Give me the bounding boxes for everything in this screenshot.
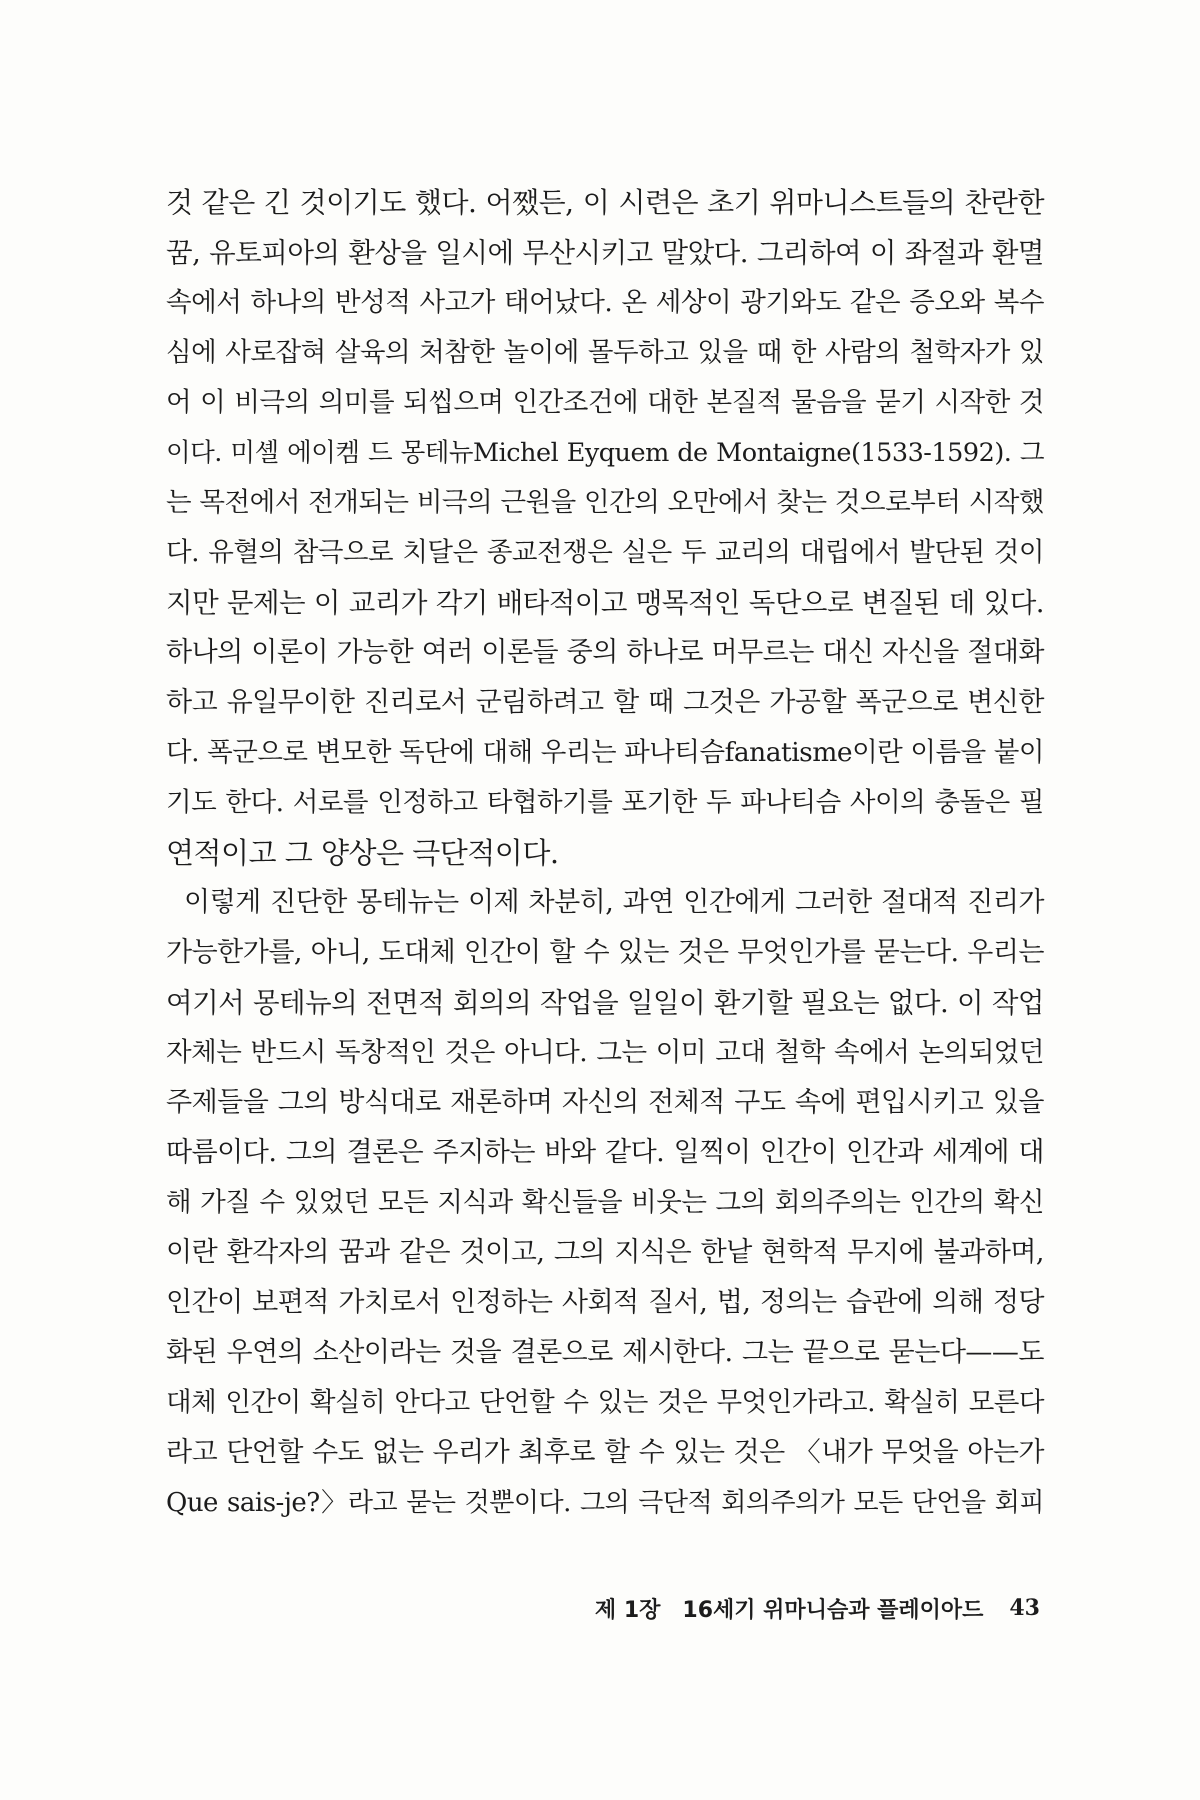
text-line: 가능한가를, 아니, 도대체 인간이 할 수 있는 것은 무엇인가를 묻는다. 우리는 (166, 937, 1044, 968)
chapter-label: 제 1장 (594, 1597, 661, 1623)
text-line: 따름이다. 그의 결론은 주지하는 바와 같다. 일찍이 인간이 인간과 세계에 대 (166, 1137, 1044, 1168)
text-line: 꿈, 유토피아의 환상을 일시에 무산시키고 말았다. 그리하여 이 좌절과 환멸 (166, 237, 1044, 269)
text-line: Que sais-je?〉라고 묻는 것뿐이다. 그의 극단적 회의주의가 모든 단언을 회피 (166, 1488, 1044, 1518)
text-line: 는 목전에서 전개되는 비극의 근원을 인간의 오만에서 찾는 것으로부터 시작했 (166, 487, 1044, 518)
text-line: 속에서 하나의 반성적 사고가 태어났다. 온 세상이 광기와도 같은 증오와 복수 (166, 287, 1044, 318)
page-number: 43 (1009, 1595, 1040, 1621)
body-text (166, 178, 1044, 1528)
text-line: 이란 환각자의 꿈과 같은 것이고, 그의 지식은 한낱 현학적 무지에 불과하며, (166, 1237, 1044, 1268)
text-line: 주제들을 그의 방식대로 재론하며 자신의 전체적 구도 속에 편입시키고 있을 (166, 1087, 1044, 1118)
text-line: 이렇게 진단한 몽테뉴는 이제 차분히, 과연 인간에게 그러한 절대적 진리가 (184, 887, 1044, 918)
text-line: 하나의 이론이 가능한 여러 이론들 중의 하나로 머무르는 대신 자신을 절대화 (166, 637, 1044, 668)
page-footer (580, 1588, 1040, 1628)
text-line: 이다. 미셸 에이켐 드 몽테뉴Michel Eyquem de Montaigne(1533-1592). 그 (166, 438, 1044, 468)
text-line: 심에 사로잡혀 살육의 처참한 놀이에 몰두하고 있을 때 한 사람의 철학자가 있 (166, 337, 1044, 368)
text-line: 인간이 보편적 가치로서 인정하는 사회적 질서, 법, 정의는 습관에 의해 정당 (166, 1287, 1044, 1318)
text-line: 지만 문제는 이 교리가 각기 배타적이고 맹목적인 독단으로 변질된 데 있다. (166, 587, 1044, 619)
text-line: 다. 유혈의 참극으로 치달은 종교전쟁은 실은 두 교리의 대립에서 발단된 것이 (166, 537, 1044, 568)
text-line: 기도 한다. 서로를 인정하고 타협하기를 포기한 두 파나티슴 사이의 충돌은 필 (166, 787, 1044, 818)
text-line: 다. 폭군으로 변모한 독단에 대해 우리는 파나티슴fanatisme이란 이름을 붙이 (166, 737, 1044, 768)
text-line: 자체는 반드시 독창적인 것은 아니다. 그는 이미 고대 철학 속에서 논의되었던 (166, 1037, 1044, 1068)
text-line: 해 가질 수 있었던 모든 지식과 확신들을 비웃는 그의 회의주의는 인간의 확신 (166, 1187, 1044, 1218)
text-line: 하고 유일무이한 진리로서 군림하려고 할 때 그것은 가공할 폭군으로 변신한 (166, 687, 1044, 718)
text-line: 화된 우연의 소산이라는 것을 결론으로 제시한다. 그는 끝으로 묻는다——도 (166, 1337, 1044, 1368)
text-line: 어 이 비극의 의미를 되씹으며 인간조건에 대한 본질적 물음을 묻기 시작한 것 (166, 387, 1044, 418)
text-line: 것 같은 긴 것이기도 했다. 어쨌든, 이 시련은 초기 위마니스트들의 찬란한 (166, 186, 1044, 219)
text-line: 대체 인간이 확실히 안다고 단언할 수 있는 것은 무엇인가라고. 확실히 모른다 (166, 1387, 1044, 1418)
text-line: 라고 단언할 수도 없는 우리가 최후로 할 수 있는 것은 〈내가 무엇을 아는가 (166, 1437, 1044, 1468)
text-line: 연적이고 그 양상은 극단적이다. (166, 836, 559, 870)
text-line: 여기서 몽테뉴의 전면적 회의의 작업을 일일이 환기할 필요는 없다. 이 작업 (166, 987, 1044, 1019)
chapter-title: 16세기 위마니슴과 플레이아드 (682, 1597, 984, 1623)
